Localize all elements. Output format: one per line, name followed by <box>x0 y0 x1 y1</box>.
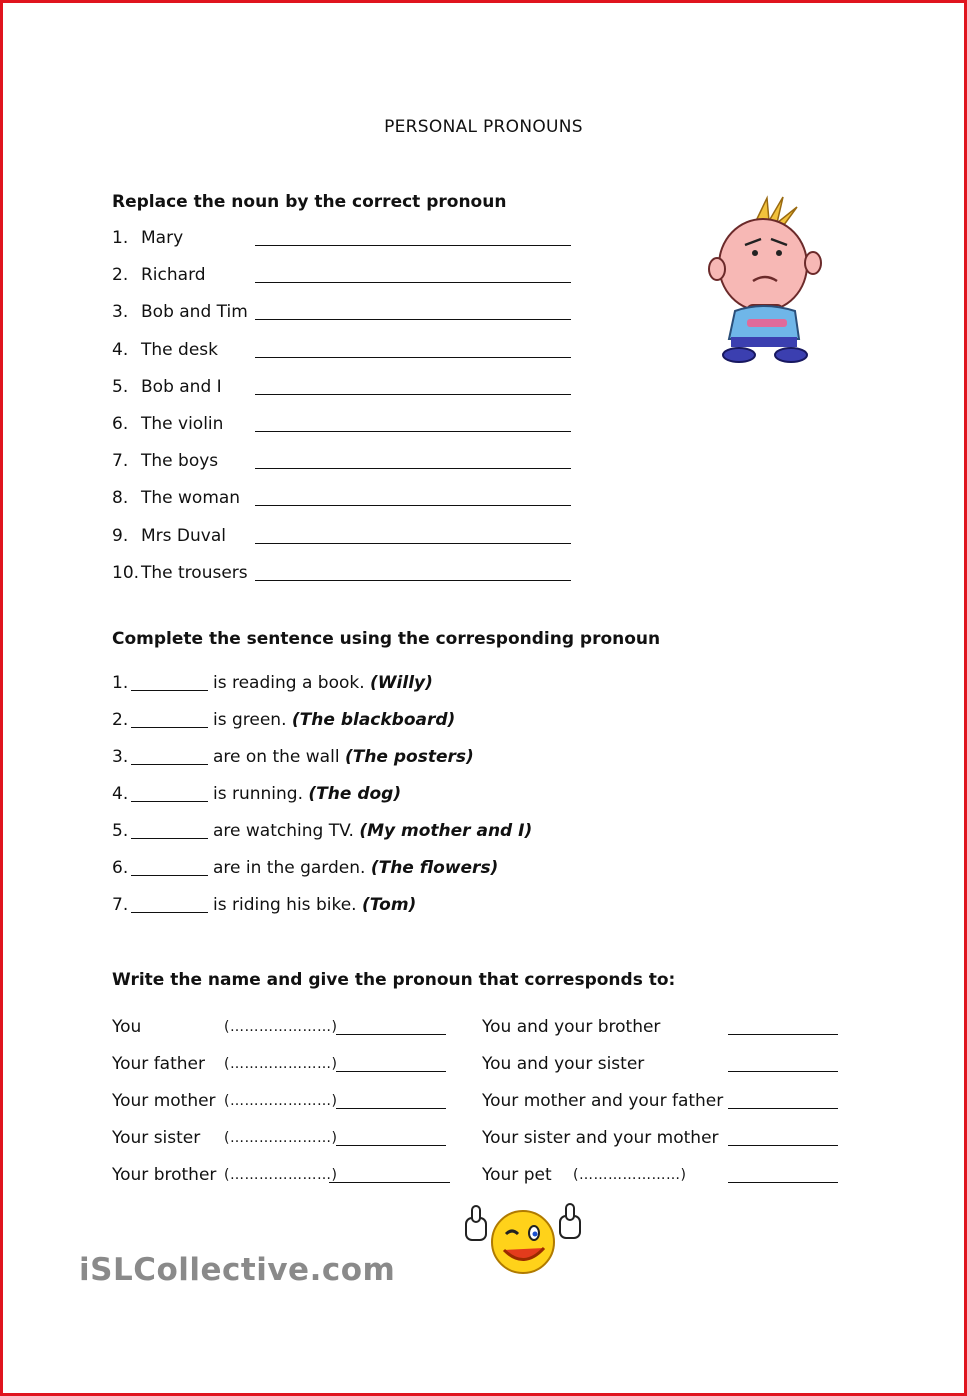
sentence-hint: (The blackboard) <box>291 710 456 730</box>
list-item <box>112 377 582 401</box>
name-blank: (…………………) <box>224 1093 338 1109</box>
list-item <box>112 1128 452 1152</box>
item-noun: Bob and Tim <box>141 302 248 323</box>
sentence-hint: (The dog) <box>308 784 402 804</box>
pronoun-line[interactable] <box>329 1182 450 1183</box>
relation-label: You <box>112 1017 142 1037</box>
sentence-text <box>213 821 532 841</box>
list-item <box>482 1091 842 1115</box>
item-number: 3. <box>112 747 129 767</box>
sentence-body: are in the garden. <box>213 858 366 878</box>
item-number: 5. <box>112 376 129 397</box>
item-noun: The trousers <box>141 562 248 583</box>
sentence-body: is riding his bike. <box>213 895 357 915</box>
pronoun-line[interactable] <box>336 1071 446 1072</box>
sentence-body: are on the wall <box>213 747 340 767</box>
item-noun: The woman <box>141 488 241 509</box>
section1-heading: Replace the noun by the correct pronoun <box>112 192 507 212</box>
item-number: 9. <box>112 525 129 546</box>
list-item <box>112 895 612 919</box>
list-item <box>112 340 582 364</box>
brand-watermark: iSLCollective.com <box>79 1252 396 1288</box>
item-number: 3. <box>112 302 129 323</box>
answer-blank[interactable] <box>131 764 208 765</box>
relation-label: Your sister and your mother <box>482 1128 719 1148</box>
item-number: 10. <box>112 562 140 583</box>
pronoun-line[interactable] <box>336 1108 446 1109</box>
item-number: 5. <box>112 821 129 841</box>
list-item <box>112 710 612 734</box>
answer-line[interactable] <box>255 468 571 469</box>
answer-line[interactable] <box>255 580 571 581</box>
item-number: 2. <box>112 710 129 730</box>
answer-line[interactable] <box>255 431 571 432</box>
answer-blank[interactable] <box>131 801 208 802</box>
name-blank: (…………………) <box>224 1019 338 1035</box>
answer-blank[interactable] <box>131 875 208 876</box>
pronoun-line[interactable] <box>728 1034 838 1035</box>
sentence-body: is reading a book. <box>213 673 365 693</box>
item-number: 1. <box>112 228 129 248</box>
list-item <box>112 673 612 697</box>
relation-label: Your brother <box>112 1165 217 1185</box>
item-noun: Bob and I <box>141 376 222 397</box>
item-number: 1. <box>112 673 129 693</box>
sentence-body: is running. <box>213 784 303 804</box>
item-noun: Richard <box>141 265 206 286</box>
answer-blank[interactable] <box>131 912 208 913</box>
list-item <box>482 1017 842 1041</box>
list-item <box>112 1091 452 1115</box>
sentence-hint: (Willy) <box>370 673 433 693</box>
sentence-hint: (My mother and I) <box>359 821 533 841</box>
sentence-text <box>213 747 474 767</box>
list-item <box>112 821 612 845</box>
item-number: 6. <box>112 858 129 878</box>
answer-blank[interactable] <box>131 727 208 728</box>
relation-label: Your pet <box>482 1165 552 1185</box>
item-noun: The violin <box>141 414 224 434</box>
list-item <box>112 451 582 475</box>
answer-line[interactable] <box>255 245 571 246</box>
sentence-body: are watching TV. <box>213 821 354 841</box>
winking-smiley-thumbs-up-icon <box>462 1200 584 1278</box>
name-blank: (…………………) <box>224 1130 338 1146</box>
list-item <box>482 1165 842 1189</box>
list-item <box>482 1128 842 1152</box>
name-blank: (…………………) <box>224 1056 338 1072</box>
item-noun: The desk <box>141 339 218 360</box>
list-item <box>482 1054 842 1078</box>
relation-label: You and your sister <box>482 1054 645 1074</box>
answer-blank[interactable] <box>131 690 208 691</box>
list-item <box>112 563 582 587</box>
sentence-text <box>213 710 455 730</box>
answer-line[interactable] <box>255 394 571 395</box>
section2-heading: Complete the sentence using the corresponding pronoun <box>112 629 661 649</box>
name-blank: (…………………) <box>573 1167 687 1183</box>
item-number: 6. <box>112 414 129 434</box>
pronoun-line[interactable] <box>728 1108 838 1109</box>
item-number: 4. <box>112 784 129 804</box>
relation-label: Your mother and your father <box>482 1091 724 1111</box>
list-item <box>112 526 582 550</box>
relation-label: Your mother <box>112 1091 216 1111</box>
item-number: 2. <box>112 265 129 286</box>
pronoun-line[interactable] <box>728 1182 838 1183</box>
list-item <box>112 488 582 512</box>
sentence-hint: (The flowers) <box>370 858 499 878</box>
pronoun-line[interactable] <box>728 1145 838 1146</box>
item-number: 7. <box>112 451 129 472</box>
list-item <box>112 858 612 882</box>
answer-line[interactable] <box>255 505 571 506</box>
sentence-text <box>213 895 416 915</box>
list-item <box>112 747 612 771</box>
name-blank: (…………………) <box>224 1167 338 1183</box>
list-item <box>112 1165 452 1189</box>
sentence-text <box>213 673 433 693</box>
thinking-boy-icon <box>707 193 829 368</box>
answer-line[interactable] <box>255 319 571 320</box>
relation-label: Your sister <box>112 1128 201 1148</box>
list-item <box>112 228 582 252</box>
item-number: 7. <box>112 895 129 915</box>
answer-line[interactable] <box>255 282 571 283</box>
sentence-text <box>213 858 498 878</box>
page-title: PERSONAL PRONOUNS <box>384 117 583 137</box>
relation-label: Your father <box>112 1054 205 1074</box>
list-item <box>112 414 582 438</box>
section3-heading: Write the name and give the pronoun that corresponds to: <box>112 970 676 990</box>
list-item <box>112 265 582 289</box>
answer-line[interactable] <box>255 543 571 544</box>
item-noun: Mrs Duval <box>141 525 226 546</box>
answer-blank[interactable] <box>131 838 208 839</box>
list-item <box>112 784 612 808</box>
list-item <box>112 302 582 326</box>
pronoun-line[interactable] <box>728 1071 838 1072</box>
relation-label: You and your brother <box>482 1017 661 1037</box>
item-number: 4. <box>112 339 129 360</box>
item-noun: The boys <box>141 451 219 472</box>
item-number: 8. <box>112 488 129 509</box>
list-item <box>112 1054 452 1078</box>
item-noun: Mary <box>141 228 184 248</box>
sentence-hint: (Tom) <box>361 895 417 915</box>
answer-line[interactable] <box>255 357 571 358</box>
sentence-hint: (The posters) <box>344 747 474 767</box>
pronoun-line[interactable] <box>336 1034 446 1035</box>
pronoun-line[interactable] <box>336 1145 446 1146</box>
sentence-text <box>213 784 401 804</box>
sentence-body: is green. <box>213 710 287 730</box>
list-item <box>112 1017 452 1041</box>
